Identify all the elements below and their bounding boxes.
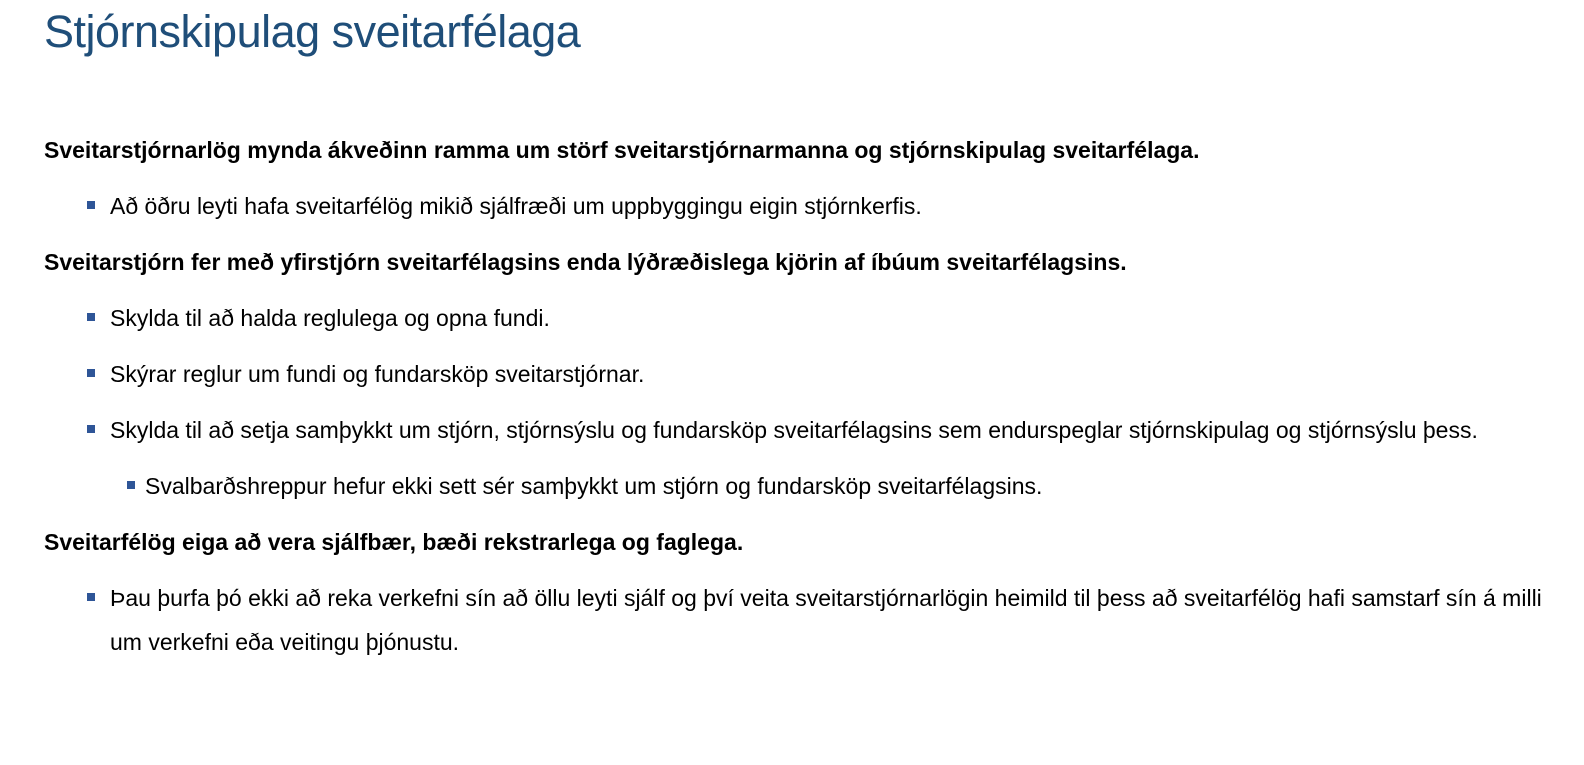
list-item: [44, 352, 1544, 396]
bullet-list: [44, 296, 1544, 508]
square-bullet-icon: [87, 425, 95, 433]
bullet-text: Skýrar reglur um fundi og fundarsköp sveitarstjórnar.: [110, 361, 645, 387]
bullet-text: Skylda til að setja samþykkt um stjórn, stjórnsýslu og fundarsköp sveitarfélagsins sem endurspeglar stjórnskipulag og stjórnsýslu þess.: [110, 417, 1478, 443]
bullet-list: [44, 576, 1544, 664]
list-item: [44, 576, 1544, 664]
bullet-text: Skylda til að halda reglulega og opna fundi.: [110, 305, 550, 331]
square-bullet-icon: [87, 201, 95, 209]
list-item: [44, 296, 1544, 340]
section-heading: Sveitarfélög eiga að vera sjálfbær, bæði rekstrarlega og faglega.: [44, 529, 744, 555]
list-item: [44, 408, 1544, 452]
bullet-list: [44, 184, 1544, 228]
slide-title: Stjórnskipulag sveitarfélaga: [44, 6, 581, 57]
section-sveitarstjorn: [44, 240, 1544, 508]
square-bullet-icon: [87, 313, 95, 321]
section-sveitarstjornarlog: [44, 128, 1544, 228]
sub-bullet-text: Svalbarðshreppur hefur ekki sett sér samþykkt um stjórn og fundarsköp sveitarfélagsins.: [145, 473, 1043, 499]
section-heading: Sveitarstjórnarlög mynda ákveðinn ramma um störf sveitarstjórnarmanna og stjórnskipulag sveitarfélaga.: [44, 137, 1200, 163]
square-bullet-icon: [127, 481, 135, 489]
bullet-text: Þau þurfa þó ekki að reka verkefni sín að öllu leyti sjálf og því veita sveitarstjórnarlögin heimild til þess að sveitarfélög hafi samstarf sín á milli um verkefni eða veitingu þjónustu.: [110, 585, 1542, 655]
section-sjalfbaer: [44, 520, 1544, 664]
bullet-text: Að öðru leyti hafa sveitarfélög mikið sjálfræði um uppbyggingu eigin stjórnkerfis.: [110, 193, 922, 219]
slide-content: [44, 128, 1544, 676]
list-item: [44, 184, 1544, 228]
section-heading: Sveitarstjórn fer með yfirstjórn sveitarfélagsins enda lýðræðislega kjörin af íbúum sveitarfélagsins.: [44, 249, 1127, 275]
square-bullet-icon: [87, 369, 95, 377]
square-bullet-icon: [87, 593, 95, 601]
sub-list-item: [44, 464, 1544, 508]
